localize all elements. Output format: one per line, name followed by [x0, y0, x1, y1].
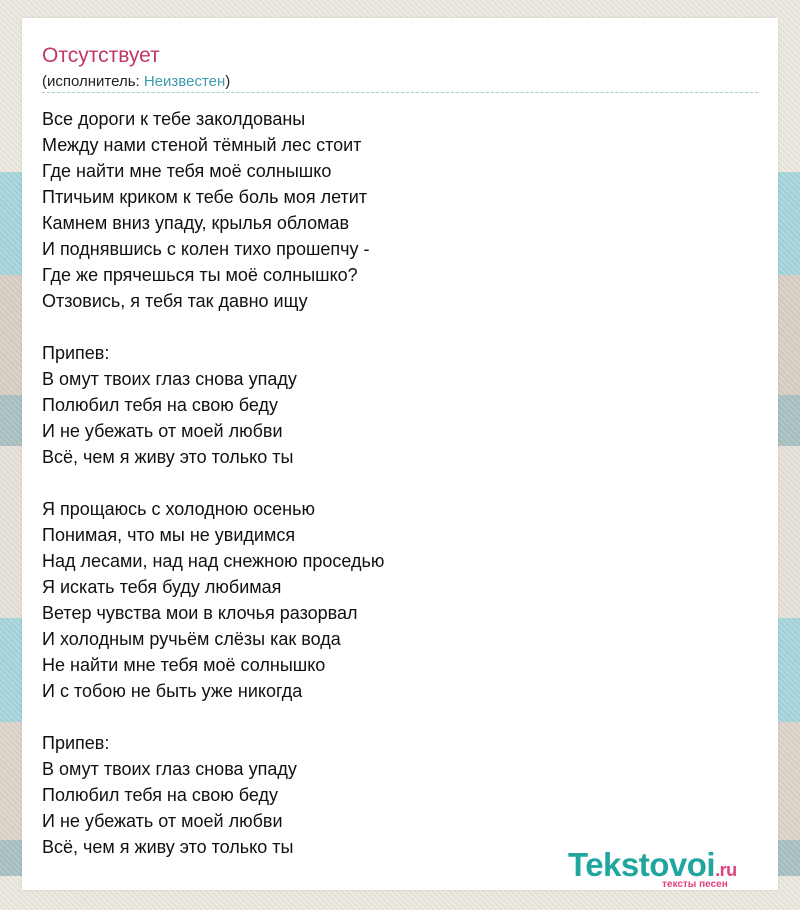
- lyric-line: Полюбил тебя на свою беду: [42, 785, 278, 805]
- artist-suffix: ): [225, 73, 231, 90]
- artist-line: [42, 73, 230, 91]
- logo-tagline: тексты песен: [662, 879, 728, 890]
- lyric-line: И поднявшись с колен тихо прошепчу -: [42, 239, 370, 259]
- lyric-line: Между нами стеной тёмный лес стоит: [42, 135, 362, 155]
- lyric-line: Всё, чем я живу это только ты: [42, 837, 294, 857]
- lyric-line: Все дороги к тебе заколдованы: [42, 109, 306, 129]
- lyric-line: Где найти мне тебя моё солнышко: [42, 161, 332, 181]
- lyric-line: Камнем вниз упаду, крылья обломав: [42, 213, 350, 233]
- lyric-line: Припев:: [42, 733, 110, 753]
- lyric-line: Полюбил тебя на свою беду: [42, 395, 278, 415]
- logo-domain: .ru: [715, 860, 737, 880]
- lyric-line: Ветер чувства мои в клочья разорвал: [42, 603, 358, 623]
- lyric-line: В омут твоих глаз снова упаду: [42, 369, 297, 389]
- lyric-line: И не убежать от моей любви: [42, 421, 283, 441]
- lyric-line: И не убежать от моей любви: [42, 811, 283, 831]
- artist-prefix: (исполнитель:: [42, 73, 144, 90]
- lyric-line: В омут твоих глаз снова упаду: [42, 759, 297, 779]
- lyric-line: [42, 314, 384, 340]
- lyric-line: Я прощаюсь с холодною осенью: [42, 499, 315, 519]
- site-logo[interactable]: [568, 848, 778, 890]
- lyrics-card: [22, 18, 778, 890]
- lyric-line: Птичьим криком к тебе боль моя летит: [42, 187, 368, 207]
- lyric-line: И с тобою не быть уже никогда: [42, 681, 303, 701]
- lyrics-text: [42, 106, 384, 860]
- lyric-line: Я искать тебя буду любимая: [42, 577, 282, 597]
- lyric-line: Понимая, что мы не увидимся: [42, 525, 296, 545]
- lyric-line: Где же прячешься ты моё солнышко?: [42, 265, 358, 285]
- lyric-line: [42, 704, 384, 730]
- lyric-line: Отзовись, я тебя так давно ищу: [42, 291, 308, 311]
- lyric-line: [42, 470, 384, 496]
- lyric-line: Над лесами, над над снежною проседью: [42, 551, 385, 571]
- lyric-line: Припев:: [42, 343, 110, 363]
- lyric-line: И холодным ручьём слёзы как вода: [42, 629, 341, 649]
- logo-name: Tekstovoi: [568, 846, 716, 883]
- lyric-line: Не найти мне тебя моё солнышко: [42, 655, 326, 675]
- song-title: Отсутствует: [42, 44, 160, 67]
- artist-link[interactable]: Неизвестен: [143, 73, 226, 90]
- header-divider: [42, 92, 758, 93]
- lyric-line: Всё, чем я живу это только ты: [42, 447, 294, 467]
